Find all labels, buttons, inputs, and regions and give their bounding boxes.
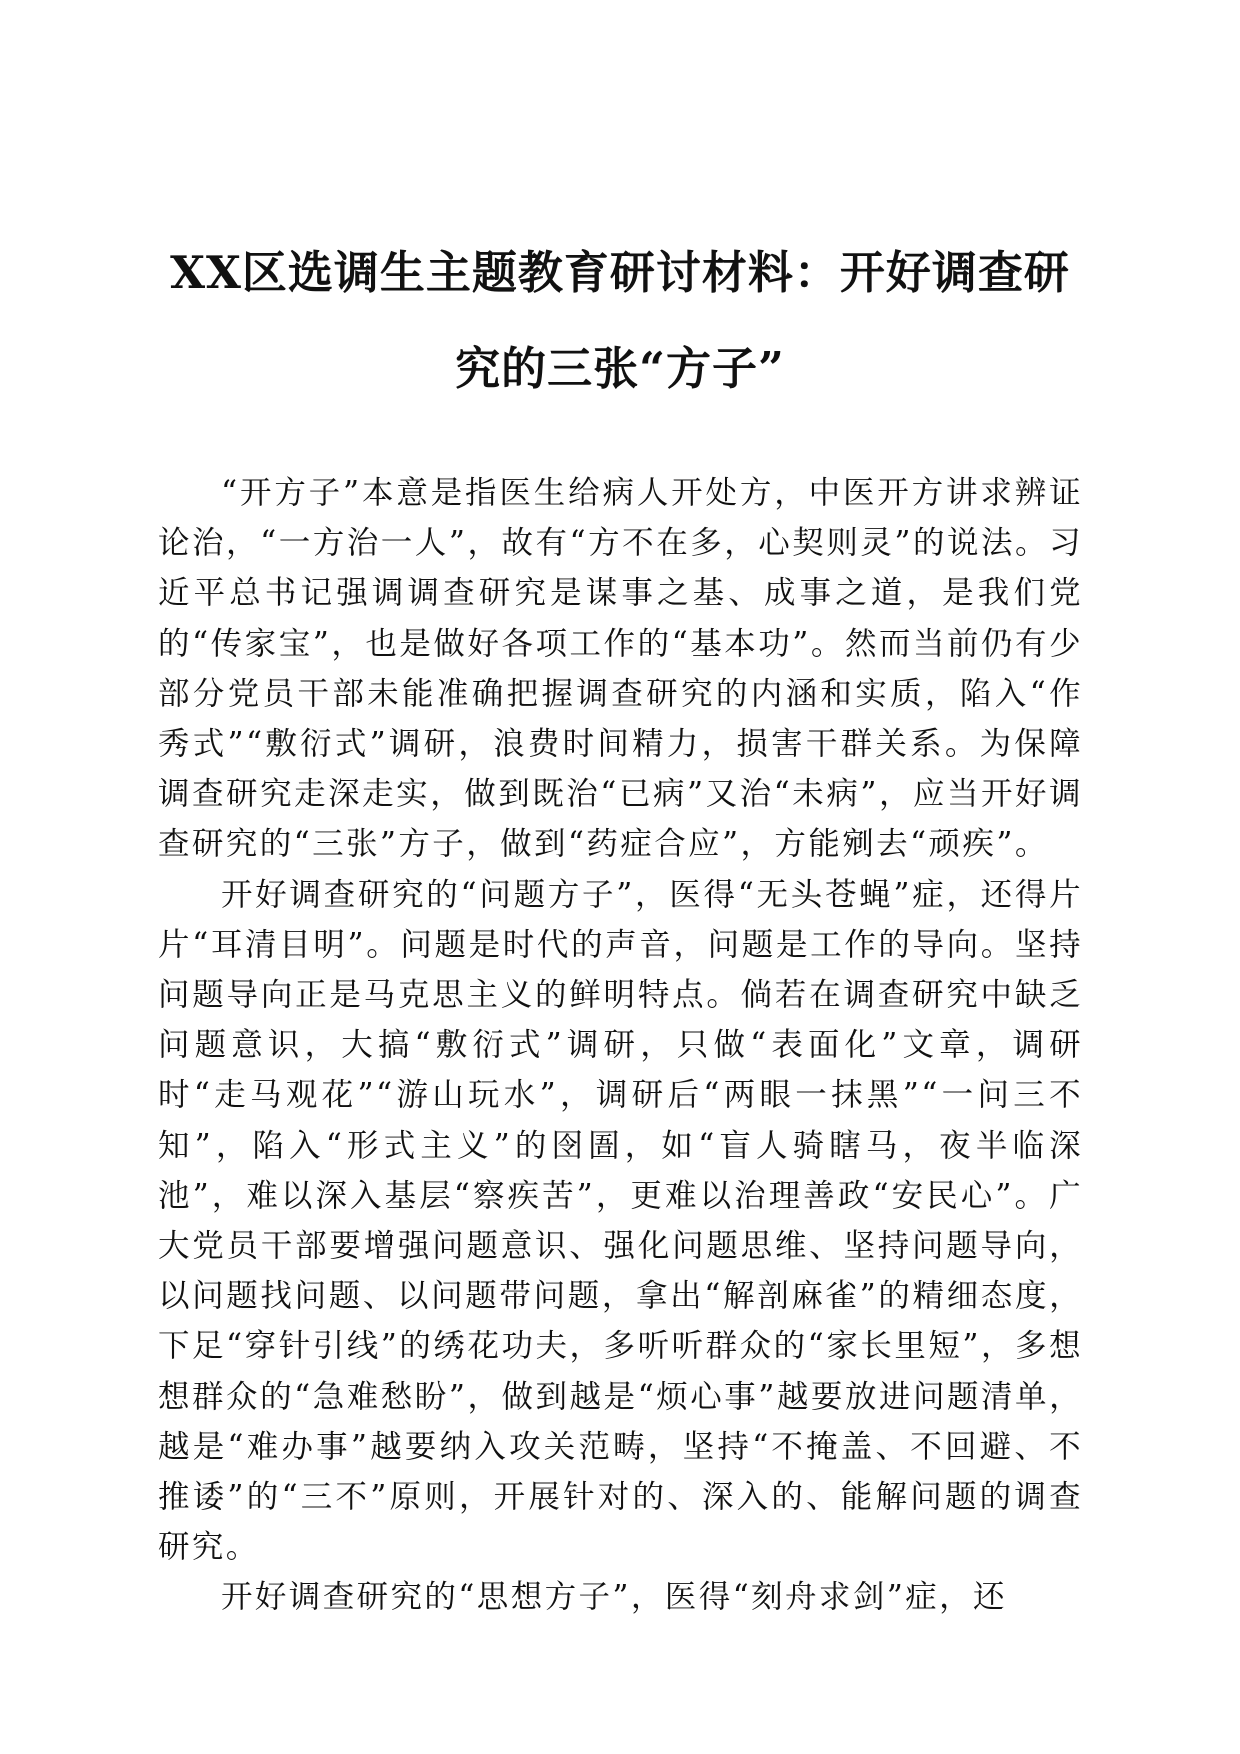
paragraph-intro: “开方子”本意是指医生给病人开处方，中医开方讲求辨证论治，“一方治一人”，故有“方不在多，心契则灵”的说法。习近平总书记强调调查研究是谋事之基、成事之道，是我们党的“传家宝”，也是做好各项工作的“基本功”。然而当前仍有少部分党员干部未能准确把握调查研究的内涵和实质，陷入“作秀式”“敷衍式”调研，浪费时间精力，损害干群关系。为保障调查研究走深走实，做到既治“已病”又治“未病”，应当开好调查研究的“三张”方子，做到“药症合应”，方能剜去“顽疾”。 xyxy=(158,475,1083,863)
document-title xyxy=(150,225,1090,417)
paragraph-problem-prescription: 开好调查研究的“问题方子”，医得“无头苍蝇”症，还得片片“耳清目明”。问题是时代的声音，问题是工作的导向。坚持问题导向正是马克思主义的鲜明特点。倘若在调查研究中缺乏问题意识，大搞“敷衍式”调研，只做“表面化”文章，调研时“走马观花”“游山玩水”，调研后“两眼一抹黑”“一问三不知”，陷入“形式主义”的囹圄，如“盲人骑瞎马，夜半临深池”，难以深入基层“察疾苦”，更难以治理善政“安民心”。广大党员干部要增强问题意识、强化问题思维、坚持问题导向，以问题找问题、以问题带问题，拿出“解剖麻雀”的精细态度，下足“穿针引线”的绣花功夫，多听听群众的“家长里短”，多想想群众的“急难愁盼”，做到越是“烦心事”越要放进问题清单，越是“难办事”越要纳入攻关范畴，坚持“不掩盖、不回避、不推诿”的“三不”原则，开展针对的、深入的、能解问题的调查研究。 xyxy=(158,876,1083,1566)
document-body xyxy=(158,468,1083,1623)
paragraph-thought-prescription: 开好调查研究的“思想方子”，医得“刻舟求剑”症，还 xyxy=(221,1579,1007,1616)
title-line-1: XX区选调生主题教育研讨材料：开好调查研 xyxy=(170,246,1070,299)
title-line-2: 究的三张“方子” xyxy=(455,342,785,395)
